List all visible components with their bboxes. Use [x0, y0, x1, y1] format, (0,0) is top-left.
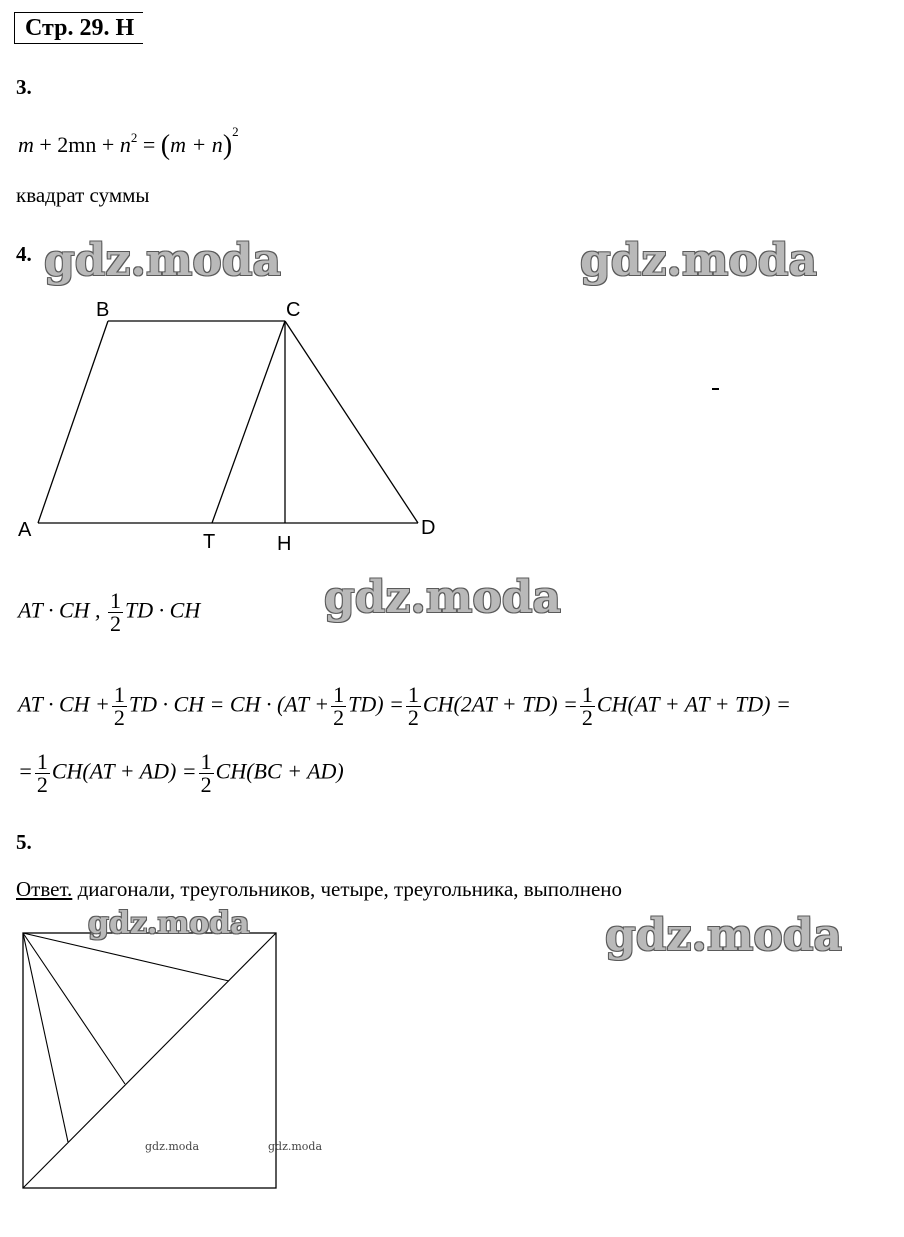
watermark: gdz.moda: [605, 910, 843, 961]
label-t: T: [203, 531, 216, 553]
expr1-fraction: $\frac{1}{2}$: [110, 588, 122, 636]
task-4-number: 4.: [16, 242, 32, 266]
label-d: D: [421, 517, 436, 539]
side-cd: [285, 321, 418, 523]
task-5-number: 5.: [16, 830, 32, 854]
formula-n: n: [119, 132, 131, 157]
task-4-line2: = $\frac{1}{2}$ CH(AT + AD) = $\frac{1}{2}$ CH(BC + AD): [18, 749, 344, 797]
side-ab: [38, 321, 108, 523]
formula-equals: =: [137, 132, 161, 157]
watermark: gdz.moda: [44, 235, 282, 286]
expr1-left: AT · CH ,: [18, 597, 107, 623]
segment-3: [23, 933, 68, 1142]
stray-mark: [712, 388, 719, 390]
segment-ct: [212, 321, 285, 523]
formula-exp: 2: [130, 130, 138, 145]
formula-m: m: [18, 132, 34, 157]
page-header-title: Стр. 29. Н: [25, 15, 135, 41]
label-b: B: [96, 299, 110, 321]
task-3-number: 3.: [16, 75, 32, 99]
watermark-small: gdz.moda: [268, 1140, 323, 1153]
segment-2: [23, 933, 125, 1084]
task-3-formula: [18, 124, 239, 162]
formula-close-paren: ): [222, 130, 233, 161]
watermark-small: gdz.moda: [145, 1140, 200, 1153]
watermark: gdz.moda: [580, 235, 818, 286]
formula-paren-inner: m + n: [170, 132, 223, 157]
task-5-answer: [16, 877, 622, 902]
task-4-expr1: [18, 590, 200, 635]
task-3-answer: квадрат суммы: [16, 183, 150, 207]
trapezoid-figure: [0, 290, 460, 560]
expr1-right: TD · CH: [125, 597, 201, 623]
page-header-box: [14, 12, 143, 44]
formula-middle: + 2mn +: [33, 132, 120, 157]
answer-text: диагонали, треугольников, четыре, треугольника, выполнено: [72, 877, 623, 901]
formula-rhs-exp: 2: [232, 124, 239, 139]
formula-open-paren: (: [160, 130, 171, 161]
watermark: gdz.moda: [88, 906, 250, 941]
label-h: H: [277, 533, 292, 555]
label-a: A: [18, 519, 32, 541]
task-4-line1: AT · CH + $\frac{1}{2}$ TD · CH = CH · (AT + $\frac{1}{2}$ TD) = $\frac{1}{2}$ CH(2AT + TD) = $\frac{1}{2}$ CH(AT + AT + TD) =: [18, 682, 791, 730]
answer-label: Ответ.: [16, 877, 73, 901]
label-c: C: [286, 299, 301, 321]
square-figure: [0, 920, 300, 1200]
watermark: gdz.moda: [324, 572, 562, 623]
